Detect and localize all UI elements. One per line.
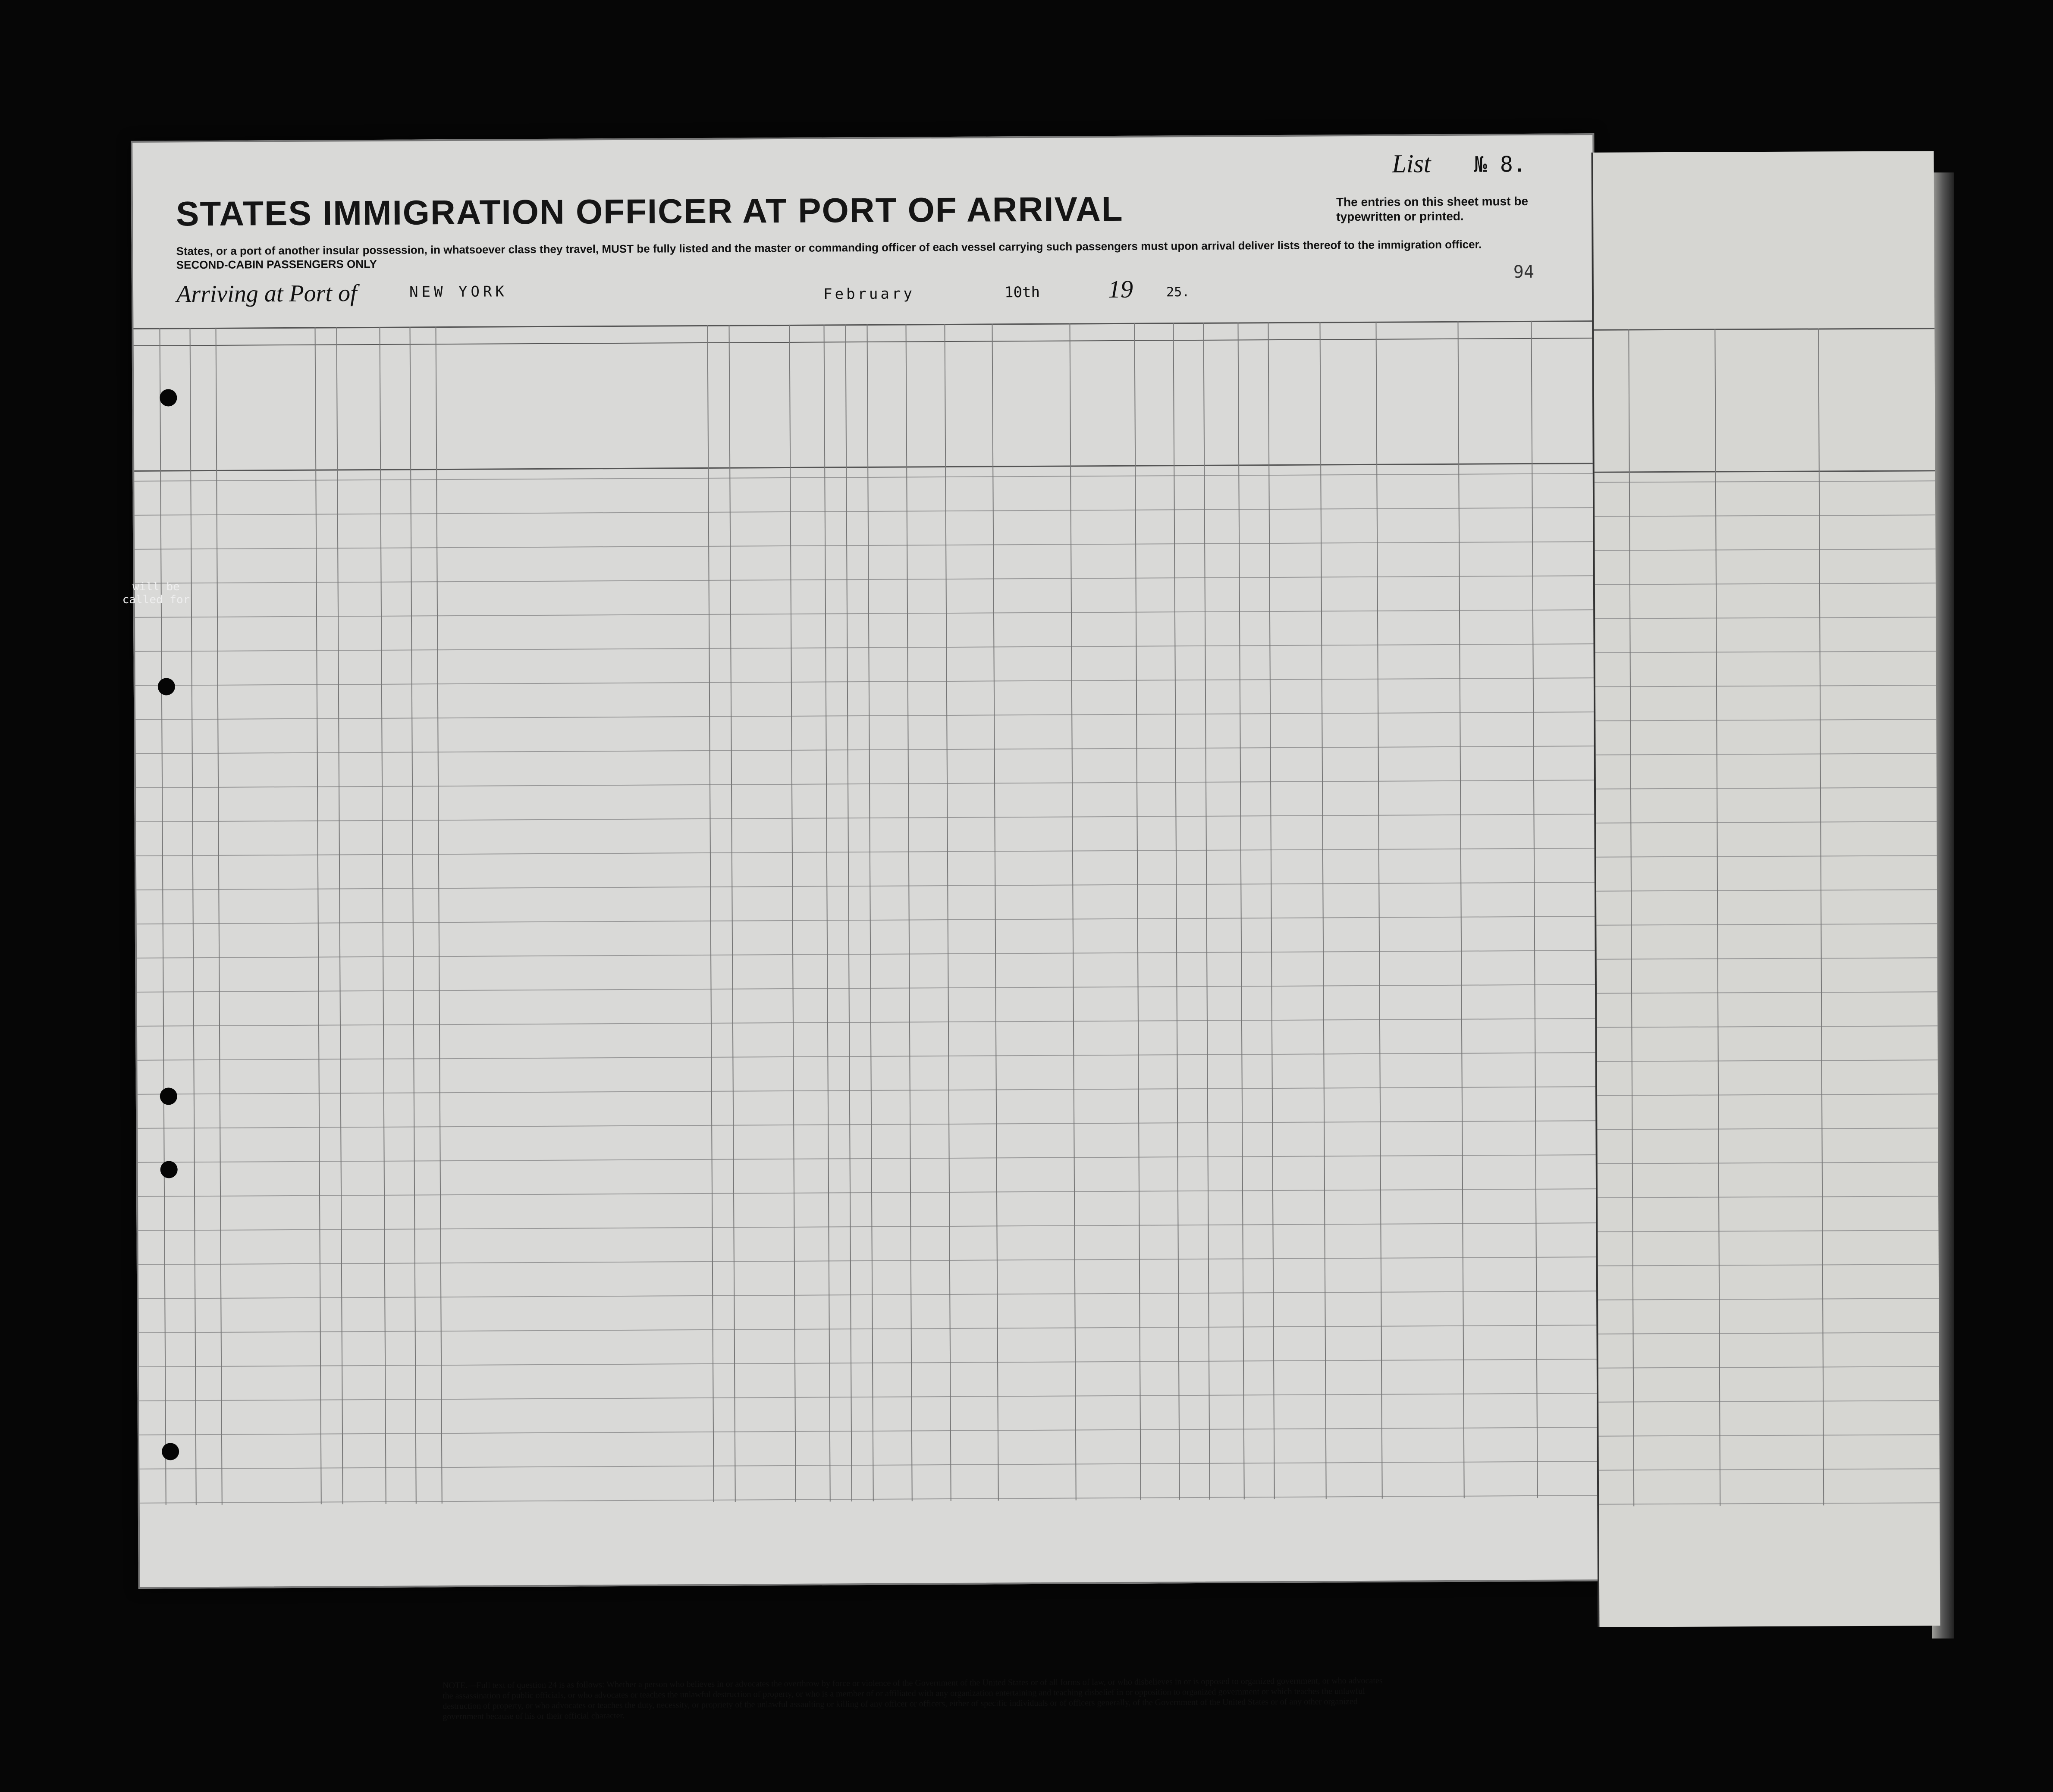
column-line [1268,322,1274,1499]
row-line [1599,1502,1940,1504]
arrival-year-suffix: 25. [1166,285,1190,300]
row-line [138,1222,1598,1231]
page-subtitle [176,237,1548,272]
row-line [1599,1468,1940,1470]
cell-date [1826,1066,1934,1067]
row-line [135,541,1595,550]
cell-visa [1642,1442,1715,1443]
cell-issued [1723,1373,1821,1374]
column-line [1237,322,1244,1499]
header-date [1823,405,1931,406]
punch-hole [160,1161,178,1178]
row-line [136,780,1596,788]
row-line [1599,1434,1940,1436]
cell-issued [1722,1022,1937,1023]
column-line [1818,328,1824,1505]
row-line [139,1427,1599,1435]
row-line [1596,787,1937,789]
sheet-mark: 94 [1513,262,1535,282]
arrival-month: February [823,285,915,303]
cell-visa [1640,999,1713,1000]
header-bottom-line [134,463,1594,472]
row-line [1598,1196,1938,1198]
column-line [992,323,998,1501]
cell-visa [1639,931,1713,932]
punch-hole [162,1443,179,1460]
cell-date [1827,1475,1935,1476]
row-line [1598,1264,1939,1266]
column-line [1457,321,1464,1498]
cell-visa [1642,1408,1715,1409]
column-line [905,324,912,1501]
cell-visa [1639,863,1713,864]
row-line [138,1291,1598,1299]
cell-date [1824,589,1931,590]
cell-issued [1723,1407,1821,1408]
column-line [216,328,223,1505]
punch-hole [160,1087,177,1105]
cell-visa [1639,829,1712,830]
cell-issued [1724,1441,1821,1442]
cell-date [1826,1134,1934,1135]
row-line [135,507,1595,516]
row-line [1598,1298,1939,1300]
arriving-label: Arriving at Port of [176,280,357,308]
cell-issued [1721,794,1818,795]
cell-visa [1642,1476,1715,1477]
footnote: NOTE.—Full text of question 24 is as follows: Whether a person who believes in or advocates the overthrow by force or violence of the Government of the United States or of all forms of law, or who disbelieves in or is opposed to organized government, or who advocates the assassination of public officials, or who advocates or teaches the unlawful destruction of property, or who is a member of or affiliated with any organization entertaining and teaching disbelief in or opposition to organized government or which teaches the unlawful destruction of property, or who advocates or teaches the duty, necessity, or propriety of the unlawful assaulting or killing of any officer or officers, either of specific individuals or of officers generally, of the Government of the United States or of any other organized government because of his or their official character. [442,1676,1383,1722]
row-line [139,1325,1599,1333]
cell-date [1825,998,1933,999]
cell-date [1823,521,1931,522]
cabin-class: SECOND-CABIN PASSENGERS ONLY [176,257,377,272]
cell-visa [1640,965,1713,966]
row-line [136,814,1596,822]
table-top-line [134,320,1594,329]
row-line [1596,889,1937,891]
row-line [135,575,1595,584]
column-line [1375,322,1382,1499]
header-complexion [1246,378,1247,456]
column-headers-left [132,135,1592,143]
port-name: NEW YORK [409,283,508,301]
cell-issued [1721,896,1818,897]
column-line [1628,329,1634,1506]
column-line [190,328,197,1505]
row-line [139,1461,1599,1469]
passenger-rows-left [132,135,1592,143]
row-line [138,1256,1598,1265]
row-line [137,1018,1597,1027]
handwritten-annotations [132,135,1592,143]
column-line [409,327,416,1504]
list-label: List [1392,149,1431,178]
column-line [823,324,830,1501]
margin-note: will be called for [122,580,190,606]
row-line [1597,1059,1938,1062]
list-number: № 8. [1474,151,1526,177]
header-q26 [1022,349,1023,457]
row-line [137,1052,1597,1061]
row-line [1597,1093,1938,1096]
cell-date [1823,487,1931,488]
row-line [1596,855,1937,857]
passenger-rows-right [1593,151,1934,152]
row-line [136,848,1596,856]
header-birth [1459,368,1588,369]
column-line [336,327,343,1504]
cell-visa [1642,1374,1715,1375]
column-line [1714,329,1720,1506]
row-line [1598,1332,1939,1334]
row-line [135,677,1595,686]
column-line [866,324,873,1501]
row-line [138,1120,1598,1129]
column-line [728,325,735,1502]
row-line [139,1393,1599,1401]
row-line [1595,514,1935,517]
arrival-day: 10th [1004,283,1040,301]
manifest-page-right [1592,151,1940,1627]
row-line [135,609,1595,618]
row-line [137,950,1597,959]
entries-note: The entries on this sheet must be typewritten or printed. [1336,194,1529,224]
table-grid-right [1593,151,1934,152]
row-line [139,1359,1599,1367]
row-line [1597,1025,1937,1028]
row-line [137,984,1597,993]
column-line [707,325,714,1502]
header-divider-line [134,338,1594,346]
table-grid-left [132,135,1592,143]
header-color [1269,360,1375,361]
column-line [314,327,321,1504]
column-line [789,325,796,1502]
row-line [137,916,1597,924]
table-top-line [1594,328,1934,330]
cell-issued [1723,1339,1821,1340]
column-line [1531,321,1538,1498]
cell-date [1825,964,1933,965]
row-line [1596,821,1937,823]
row-line [1598,1230,1938,1232]
column-line [845,324,852,1501]
row-line [1596,753,1937,755]
column-line [944,324,951,1501]
row-line [1598,1366,1939,1368]
row-line [1595,719,1936,721]
cell-visa [1642,1340,1715,1341]
row-line [1595,480,1935,482]
cell-issued [1721,760,1818,761]
row-line [135,711,1595,720]
cell-visa [1639,795,1712,796]
row-line [138,1188,1598,1197]
header-bottom-line [1595,470,1935,473]
header-join [461,373,703,374]
row-line [1597,957,1937,959]
cell-issued [1721,828,1818,829]
cell-date [1825,1032,1933,1033]
column-headers-right [1593,151,1934,152]
row-line [1595,617,1936,619]
subtitle-text: States, or a port of another insular possession, in whatsoever class they travel, MUST be fully listed and the master or commanding officer of each vessel carrying such passengers must upon arrival deliver lists thereof to the immigration officer. [176,238,1482,258]
column-line [1069,323,1076,1501]
row-line [1595,548,1936,551]
cell-date [1824,555,1931,556]
punch-hole [158,678,175,695]
row-line [1595,583,1936,585]
cell-issued [1721,930,1818,931]
column-line [1203,323,1210,1500]
header-issued [1719,406,1814,407]
cell-date [1826,1100,1934,1101]
column-line [160,328,166,1505]
column-line [379,327,386,1504]
arrival-year-prefix: 19 [1108,275,1133,304]
row-line [1597,1128,1938,1130]
cell-issued [1723,1305,1820,1306]
row-line [1596,923,1937,925]
cell-issued [1722,988,1937,989]
row-line [138,1154,1598,1163]
cell-date [1824,623,1931,624]
row-line [134,473,1594,482]
row-line [1597,991,1937,993]
cell-issued [1720,726,1818,727]
column-line [1134,323,1141,1500]
row-line [1598,1162,1938,1164]
row-line [1595,651,1936,653]
header-purpose [707,345,824,346]
header-ticket [196,354,197,461]
row-line [136,882,1596,890]
page-title: STATES IMMIGRATION OFFICER AT PORT OF ARRIVAL [176,189,1124,233]
column-line [1173,323,1180,1500]
column-line [435,326,442,1504]
cell-issued [1723,1271,1820,1272]
row-line [135,643,1595,652]
header-passage [220,353,311,354]
row-line [138,1086,1598,1095]
manifest-page-left [131,133,1602,1722]
row-line [1598,1400,1939,1402]
row-line [136,746,1596,754]
punch-hole [160,389,177,406]
row-line [140,1495,1600,1504]
row-line [1595,685,1936,687]
column-line [1319,322,1326,1499]
